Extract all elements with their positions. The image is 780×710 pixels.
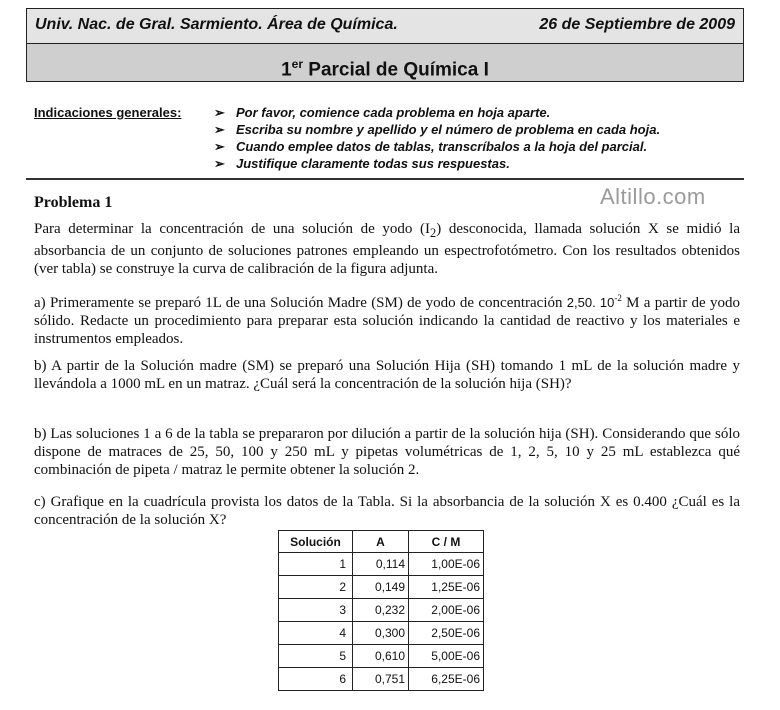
cell-absorbancia: 0,114: [353, 553, 409, 576]
indicacion-text: Por favor, comience cada problema en hoja aparte.: [236, 105, 551, 120]
exam-header: [26, 8, 744, 82]
cell-absorbancia: 0,610: [353, 645, 409, 668]
table-header-row: [279, 531, 484, 553]
indicacion-item: [214, 155, 660, 172]
arrow-bullet-icon: ➢: [214, 105, 225, 120]
indicacion-item: [214, 121, 660, 138]
question-a-text-b: M a partir de yodo sólido. Redacte un procedimiento para preparar esta solución indicando la cantidad de reactivo y los materiales e instrumentos empleados.: [34, 295, 740, 347]
cell-concentracion: 5,00E-06: [409, 645, 484, 668]
intro-text-a: Para determinar la concentración de una solución de yodo (I: [34, 221, 431, 237]
table-row: [279, 668, 484, 691]
cell-concentracion: 2,50E-06: [409, 622, 484, 645]
question-b1: b) A partir de la Solución madre (SM) se preparó una Solución Hija (SH) tomando 1 mL de la solución madre y llevándola a 1000 mL en un matraz. ¿Cuál será la concentración de la solución hija (SH)?: [34, 358, 740, 392]
table-row: [279, 576, 484, 599]
cell-solucion: 5: [279, 645, 353, 668]
col-header-solucion: Solución: [279, 531, 353, 553]
question-b2: b) Las soluciones 1 a 6 de la tabla se prepararon por dilución a partir de la solución hija (SH). Considerando que sólo dispone de matraces de 25, 50, 100 y 250 mL y pipetas volumétricas de 1, 2, 5, 10 y 25 mL establezca qué combinación de pipeta / matraz le permite obtener la solución 2.: [34, 426, 740, 478]
cell-solucion: 1: [279, 553, 353, 576]
indicacion-item: [214, 138, 660, 155]
question-c: c) Grafique en la cuadrícula provista los datos de la Tabla. Si la absorbancia de la solución X es 0.400 ¿Cuál es la concentración de la solución X?: [34, 494, 740, 528]
watermark: Altillo.com: [600, 184, 706, 209]
problem-title: Problema 1: [34, 194, 113, 211]
header-top-band: [27, 9, 743, 44]
cell-absorbancia: 0,232: [353, 599, 409, 622]
intro-text-b: ) desconocida, llamada solución X se midió la absorbancia de un conjunto de soluciones patrones empleando un espectrofotómetro. Con los resultados obtenidos (ver tabla) se construye la curva de calibración de la figura adjunta.: [34, 221, 741, 277]
problem-intro: [34, 220, 740, 278]
exam-date: 26 de Septiembre de 2009: [539, 16, 735, 33]
title-ordinal: 1: [281, 59, 292, 81]
cell-solucion: 6: [279, 668, 353, 691]
cell-solucion: 4: [279, 622, 353, 645]
table-row: [279, 553, 484, 576]
cell-concentracion: 2,00E-06: [409, 599, 484, 622]
arrow-bullet-icon: ➢: [214, 156, 225, 171]
exam-title: [27, 57, 743, 81]
arrow-bullet-icon: ➢: [214, 122, 225, 137]
indicacion-text: Cuando emplee datos de tablas, transcríbalos a la hoja del parcial.: [236, 139, 648, 154]
indicaciones-list: [214, 104, 660, 172]
cell-absorbancia: 0,149: [353, 576, 409, 599]
institution-name: Univ. Nac. de Gral. Sarmiento. Área de Química.: [35, 16, 398, 33]
indicacion-text: Justifique claramente todas sus respuestas.: [236, 156, 510, 171]
cell-solucion: 3: [279, 599, 353, 622]
cell-absorbancia: 0,751: [353, 668, 409, 691]
question-a-text-a: a) Primeramente se preparó 1L de una Solución Madre (SM) de yodo de concentración: [34, 295, 567, 311]
indicaciones-label: Indicaciones generales:: [34, 105, 182, 120]
table-row: [279, 599, 484, 622]
title-text: Parcial de Química I: [303, 59, 489, 81]
col-header-concentracion: C / M: [409, 531, 484, 553]
cell-absorbancia: 0,300: [353, 622, 409, 645]
question-a: [34, 289, 740, 348]
arrow-bullet-icon: ➢: [214, 139, 225, 154]
concentration-value: 2,50. 10: [566, 295, 615, 310]
cell-concentracion: 1,00E-06: [409, 553, 484, 576]
col-header-absorbancia: A: [353, 531, 409, 553]
cell-concentracion: 1,25E-06: [409, 576, 484, 599]
table-row: [279, 645, 484, 668]
title-ordinal-suffix: er: [291, 57, 304, 71]
indicacion-item: [214, 104, 660, 121]
concentration-exponent: -2: [614, 293, 622, 303]
section-divider: [26, 178, 744, 180]
indicacion-text: Escriba su nombre y apellido y el número de problema en cada hoja.: [236, 122, 661, 137]
data-table: [278, 530, 484, 691]
table-row: [279, 622, 484, 645]
cell-concentracion: 6,25E-06: [409, 668, 484, 691]
cell-solucion: 2: [279, 576, 353, 599]
iodine-subscript: 2: [430, 226, 437, 240]
